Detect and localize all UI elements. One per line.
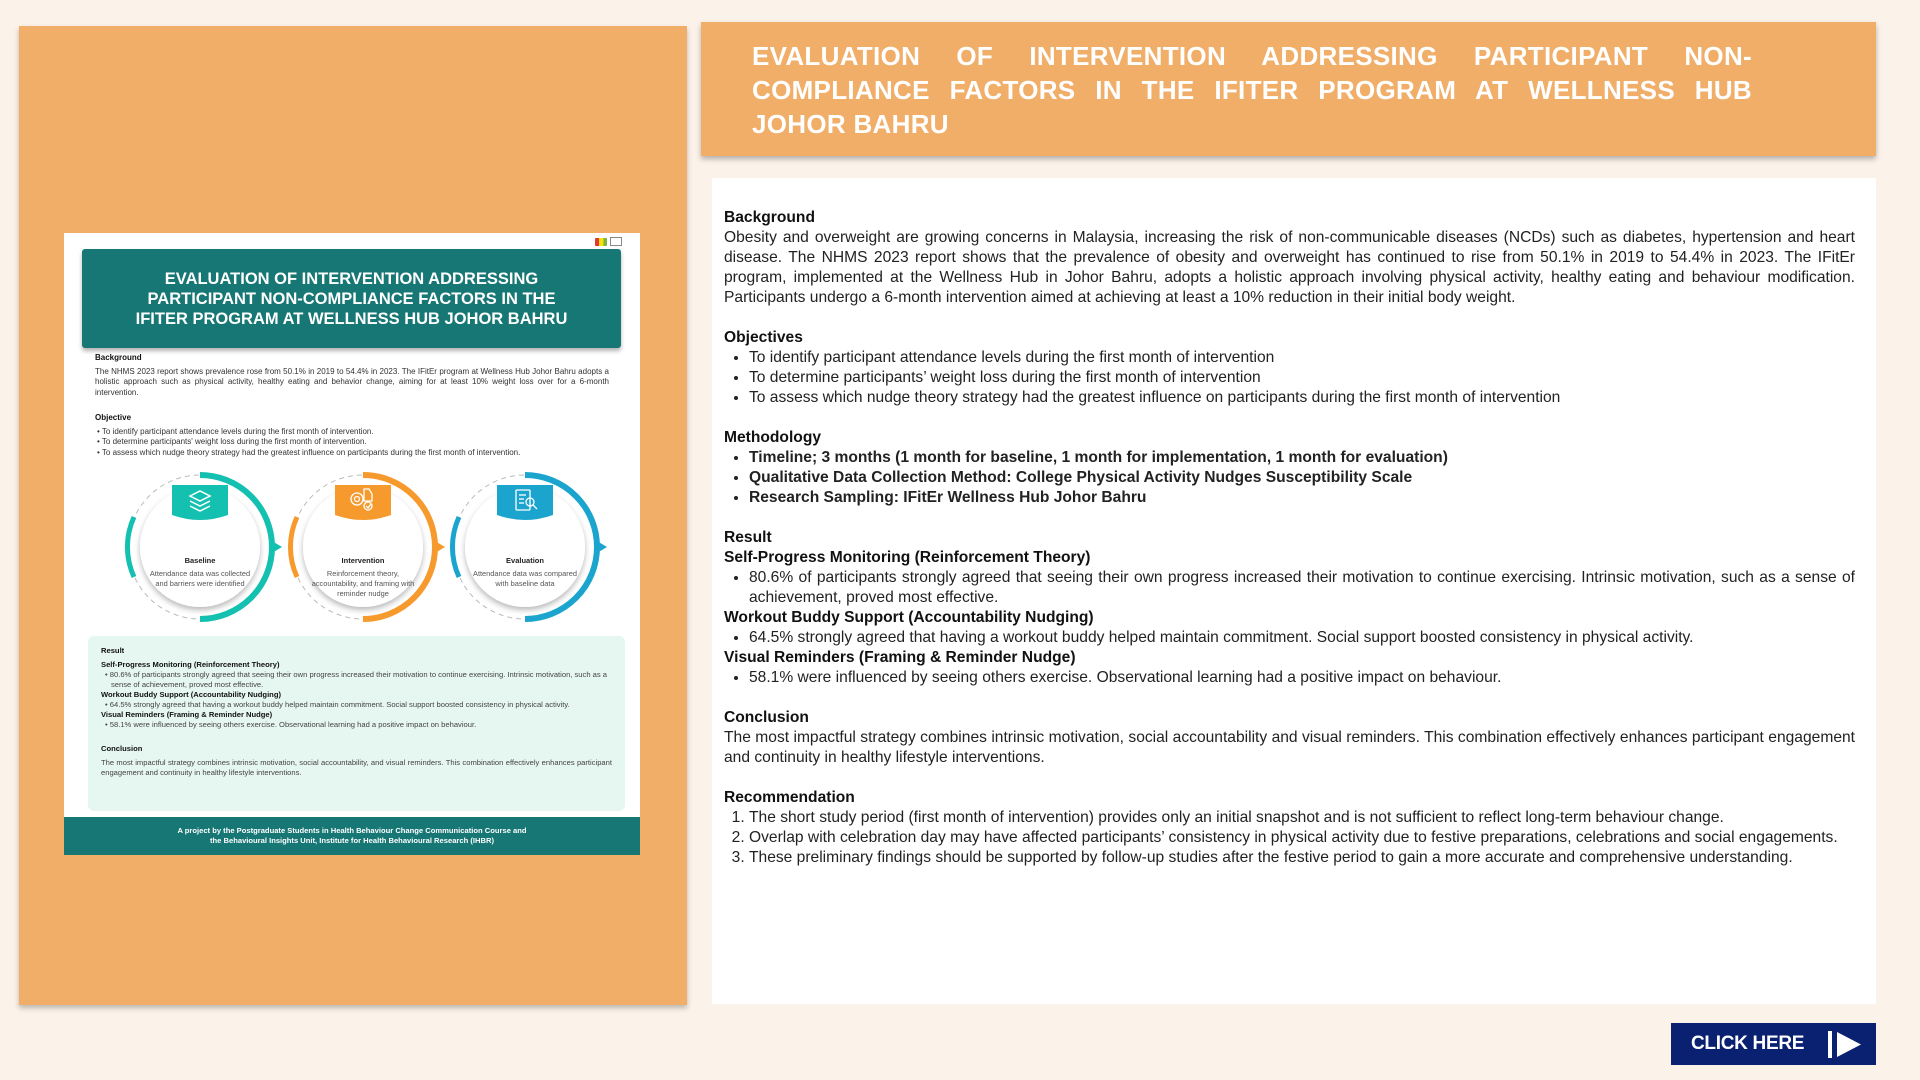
objective-item: • To determine participants’ weight loss during the first month of intervention <box>749 368 1855 388</box>
poster-logos <box>595 237 622 246</box>
poster-background-text: The NHMS 2023 report shows prevalence rose from 50.1% in 2019 to 54.4% in 2023. The IFitEr program at Wellness Hub Johor Bahru adopts a holistic approach such as physical activity, healthy eating and behavior change, aiming for at least 10% weight loss over for a 6-month intervention. <box>95 366 609 397</box>
arrow-icon <box>272 541 282 553</box>
click-here-button[interactable] <box>1671 1023 1876 1065</box>
result-section <box>724 528 1855 688</box>
poster-footer-line: the Behavioural Insights Unit, Institute for Health Behavioural Research (IHBR) <box>210 836 494 845</box>
play-arrow-icon <box>1828 1031 1862 1058</box>
intervention-ring-arc-left <box>290 517 297 577</box>
methodology-section <box>724 428 1855 508</box>
poster-background-heading: Background <box>95 353 142 362</box>
poster-footer-line: A project by the Postgraduate Students in Health Behaviour Change Communication Course and <box>177 825 527 835</box>
result-group-title: Self-Progress Monitoring (Reinforcement Theory) <box>724 549 1091 566</box>
step-title: Baseline <box>184 556 216 565</box>
arrow-icon <box>435 541 445 553</box>
poster-conclusion-text: The most impactful strategy combines intrinsic motivation, social accountability, and visual reminders. This combination effectively enhances participant engagement and continuity in healthy lifestyle interventions. <box>101 758 612 777</box>
section-heading: Objectives <box>724 329 803 346</box>
background-text: Obesity and overweight are growing concerns in Malaysia, increasing the risk of non-communicable diseases (NCDs) such as diabetes, hypertension and heart disease. The NHMS 2023 report shows that the prevalence of obesity and overweight has continued to rise from 50.1% in 2019 to 54.4% in 2023. The IFitEr program, implemented at the Wellness Hub in Johor Bahru, adopts a holistic approach involving physical activity, healthy eating and behaviour modification. Participants undergo a 6-month intervention aimed at achieving at least a 10% reduction in their initial body weight. <box>724 229 1855 306</box>
page-title: EVALUATION OF INTERVENTION ADDRESSING PARTICIPANT NON-COMPLIANCE FACTORS IN THE IFITER PROGRAM AT WELLNESS HUB JOHOR BAHRU <box>752 41 1752 139</box>
baseline-ring-arc-left <box>127 517 134 577</box>
result-item: • 64.5% strongly agreed that having a workout buddy helped maintain commitment. Social support boosted consistency in physical activity. <box>749 628 1855 648</box>
section-heading: Background <box>724 209 815 226</box>
poster-result-title: Workout Buddy Support (Accountability Nudging) <box>101 690 281 699</box>
poster-result-heading: Result <box>101 646 125 655</box>
poster-conclusion-heading: Conclusion <box>101 744 143 753</box>
result-item: • 80.6% of participants strongly agreed that seeing their own progress increased their motivation to continue exercising. Intrinsic motivation, such as a sense of achievement, proved most effective. <box>749 568 1855 608</box>
intervention-icon-tab <box>335 485 391 520</box>
poster-result-text: • 58.1% were influenced by seeing others exercise. Observational learning had a positive impact on behaviour. <box>111 720 612 730</box>
poster-objective-item: • To identify participant attendance levels during the first month of intervention. <box>105 427 609 438</box>
step-description: Attendance data was compared with baseline data <box>473 569 577 588</box>
conclusion-text: The most impactful strategy combines intrinsic motivation, social accountability and visual reminders. This combination effectively enhances participant engagement and continuity in healthy lifestyle interventions. <box>724 729 1855 766</box>
section-heading: Recommendation <box>724 789 855 806</box>
step-title: Evaluation <box>506 556 544 565</box>
recommendation-item: 1. The short study period (first month of intervention) provides only an initial snapshot and is not sufficient to reflect long-term behaviour change. <box>749 808 1855 828</box>
step-description: Reinforcement theory, accountability, and framing with reminder nudge <box>311 569 415 598</box>
result-group-title: Visual Reminders (Framing & Reminder Nudge) <box>724 649 1076 666</box>
institute-logo-icon <box>610 237 622 246</box>
process-diagram <box>64 463 640 638</box>
methodology-item: • Qualitative Data Collection Method: College Physical Activity Nudges Susceptibility Scale <box>749 468 1855 488</box>
methodology-item: • Research Sampling: IFitEr Wellness Hub Johor Bahru <box>749 488 1855 508</box>
arrow-icon <box>597 541 607 553</box>
click-here-label: CLICK HERE <box>1691 1033 1805 1054</box>
abstract-panel <box>712 178 1876 1004</box>
ministry-logo-icon <box>595 238 607 246</box>
section-heading: Result <box>724 529 772 546</box>
objectives-section <box>724 328 1855 408</box>
step-title: Intervention <box>341 556 385 565</box>
poster-result-title: Visual Reminders (Framing & Reminder Nudge) <box>101 710 273 719</box>
poster-background-section <box>95 353 609 398</box>
poster-title: EVALUATION OF INTERVENTION ADDRESSING PARTICIPANT NON-COMPLIANCE FACTORS IN THE IFITER PROGRAM AT WELLNESS HUB JOHOR BAHRU <box>82 249 621 348</box>
poster-image <box>64 233 640 855</box>
recommendation-item: 3. These preliminary findings should be supported by follow-up studies after the festive period to gain a more accurate and comprehensive understanding. <box>749 848 1855 868</box>
step-evaluation-text <box>473 556 577 589</box>
page-header <box>701 22 1876 156</box>
poster-objective-item: • To assess which nudge theory strategy had the greatest influence on participants during the first month of intervention. <box>105 448 609 459</box>
result-group-title: Workout Buddy Support (Accountability Nudging) <box>724 609 1094 626</box>
recommendation-section <box>724 788 1855 868</box>
poster-objective-section <box>95 413 609 458</box>
recommendation-item: 2. Overlap with celebration day may have affected participants’ consistency in physical activity due to festive preparations, celebrations and social engagements. <box>749 828 1855 848</box>
section-heading: Conclusion <box>724 709 809 726</box>
section-heading: Methodology <box>724 429 822 446</box>
result-item: • 58.1% were influenced by seeing others exercise. Observational learning had a positive impact on behaviour. <box>749 668 1855 688</box>
poster-result-box <box>88 636 625 811</box>
step-baseline-text <box>148 556 252 589</box>
objective-item: • To identify participant attendance levels during the first month of intervention <box>749 348 1855 368</box>
background-section <box>724 208 1855 308</box>
poster-result-text: • 64.5% strongly agreed that having a workout buddy helped maintain commitment. Social support boosted consistency in physical activity. <box>111 700 612 710</box>
poster-objective-heading: Objective <box>95 413 132 422</box>
objective-item: • To assess which nudge theory strategy had the greatest influence on participants during the first month of intervention <box>749 388 1855 408</box>
poster-result-text: • 80.6% of participants strongly agreed that seeing their own progress increased their motivation to continue exercising. Intrinsic motivation, such as a sense of achievement, proved most effective. <box>111 670 612 690</box>
step-baseline <box>127 475 282 619</box>
step-description: Attendance data was collected and barriers were identified <box>149 569 251 588</box>
methodology-item: • Timeline; 3 months (1 month for baseline, 1 month for implementation, 1 month for evaluation) <box>749 448 1855 468</box>
conclusion-section <box>724 708 1855 768</box>
step-intervention-text <box>311 556 415 599</box>
poster-footer <box>64 817 640 855</box>
poster-objective-item: • To determine participants' weight loss during the first month of intervention. <box>105 437 609 448</box>
evaluation-ring-arc-left <box>452 517 459 577</box>
poster-result-title: Self-Progress Monitoring (Reinforcement Theory) <box>101 660 280 669</box>
step-evaluation <box>452 475 607 619</box>
